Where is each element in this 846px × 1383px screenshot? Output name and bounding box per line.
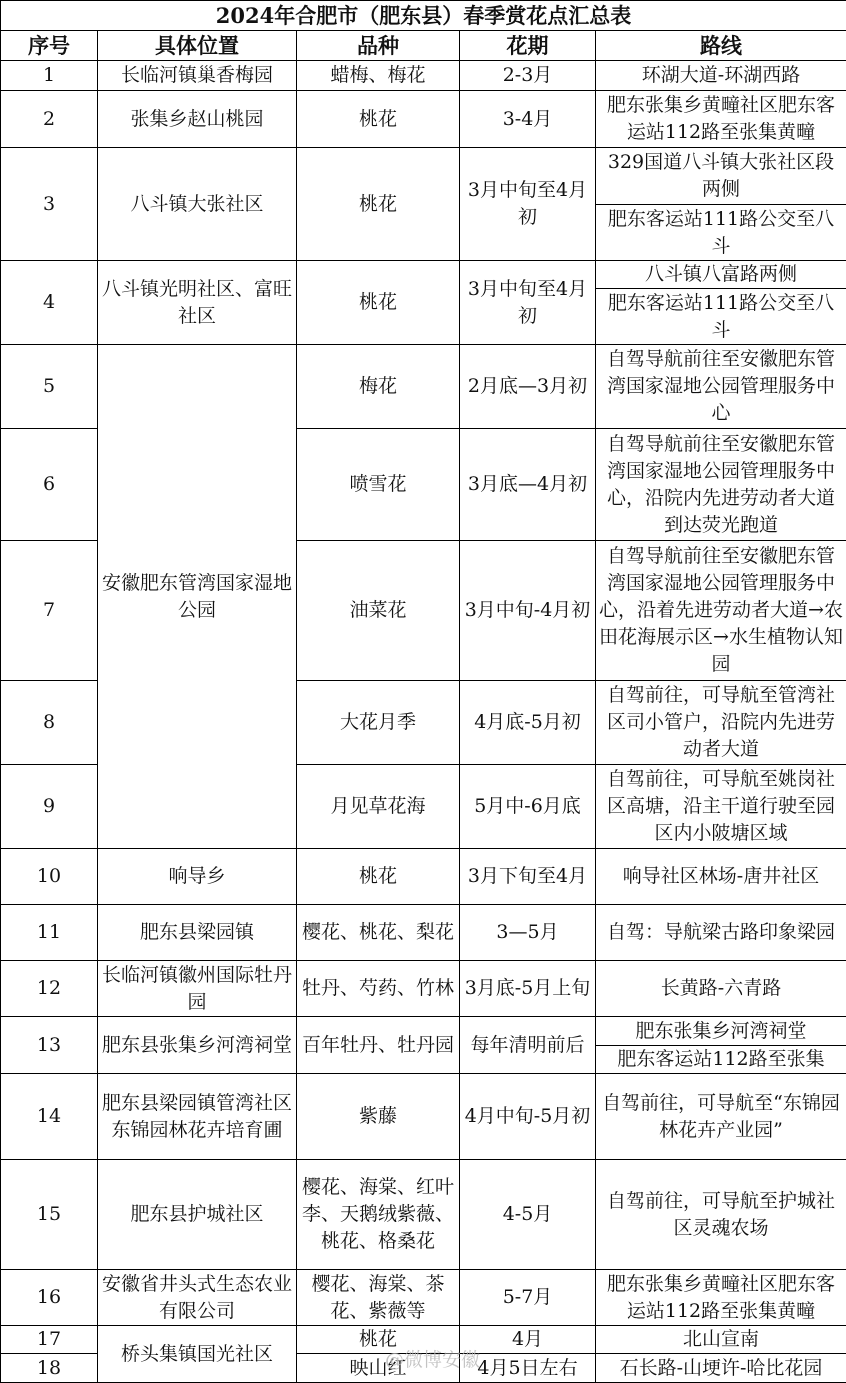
route-cell: 肥东张集乡黄疃社区肥东客运站112路至张集黄疃 <box>596 91 846 148</box>
variety-cell: 桃花 <box>297 849 460 905</box>
route-cell: 环湖大道-环湖西路 <box>596 61 846 91</box>
route-cell: 自驾导航前往至安徽肥东管湾国家湿地公园管理服务中心，沿着先进劳动者大道→农田花海展示区→水生植物认知园 <box>596 541 846 681</box>
variety-cell: 梅花 <box>297 345 460 429</box>
row-number: 8 <box>1 681 98 765</box>
variety-cell: 桃花 <box>297 148 460 261</box>
period-cell: 2月底—3月初 <box>460 345 596 429</box>
route-cell: 自驾前往，可导航至“东锦园林花卉产业园” <box>596 1074 846 1160</box>
row-number: 4 <box>1 261 98 345</box>
location-cell: 长临河镇徽州国际牡丹园 <box>98 961 297 1017</box>
table-row <box>1 905 846 961</box>
variety-cell: 蜡梅、梅花 <box>297 61 460 91</box>
period-cell: 3-4月 <box>460 91 596 148</box>
row-number: 5 <box>1 345 98 429</box>
row-number: 10 <box>1 849 98 905</box>
row-number: 9 <box>1 765 98 849</box>
route-cell: 长黄路-六青路 <box>596 961 846 1017</box>
route-cell: 肥东张集乡黄疃社区肥东客运站112路至张集黄疃 <box>596 1270 846 1326</box>
period-cell: 3月底-5月上旬 <box>460 961 596 1017</box>
variety-cell: 樱花、桃花、梨花 <box>297 905 460 961</box>
period-cell: 4月5日左右 <box>460 1354 596 1383</box>
variety-cell: 百年牡丹、牡丹园 <box>297 1017 460 1074</box>
variety-cell: 桃花 <box>297 91 460 148</box>
header-variety: 品种 <box>297 31 460 61</box>
row-number: 16 <box>1 1270 98 1326</box>
route-cell <box>596 148 846 261</box>
header-route: 路线 <box>596 31 846 61</box>
period-cell: 3月中旬至4月初 <box>460 261 596 345</box>
route-option: 八斗镇八富路两侧 <box>596 261 846 288</box>
location-cell: 肥东县护城社区 <box>98 1160 297 1270</box>
route-option: 肥东客运站111路公交至八斗 <box>596 204 846 260</box>
period-cell: 3月下旬至4月 <box>460 849 596 905</box>
row-number: 13 <box>1 1017 98 1074</box>
route-cell: 石长路-山埂许-哈比花园 <box>596 1354 846 1383</box>
location-cell: 八斗镇大张社区 <box>98 148 297 261</box>
table-row <box>1 61 846 91</box>
header-period: 花期 <box>460 31 596 61</box>
row-number: 7 <box>1 541 98 681</box>
variety-cell: 桃花 <box>297 261 460 345</box>
location-cell: 肥东县梁园镇管湾社区东锦园林花卉培育圃 <box>98 1074 297 1160</box>
table-row <box>1 1326 846 1354</box>
location-cell: 桥头集镇国光社区 <box>98 1326 297 1383</box>
table-row <box>1 148 846 261</box>
row-number: 6 <box>1 429 98 541</box>
route-cell: 自驾前往，可导航至护城社区灵魂农场 <box>596 1160 846 1270</box>
route-cell <box>596 1017 846 1074</box>
route-cell: 自驾：导航梁古路印象梁园 <box>596 905 846 961</box>
route-cell: 北山宣南 <box>596 1326 846 1354</box>
row-number: 11 <box>1 905 98 961</box>
variety-cell: 桃花 <box>297 1326 460 1354</box>
table-row <box>1 1074 846 1160</box>
location-cell: 长临河镇巢香梅园 <box>98 61 297 91</box>
location-cell: 安徽肥东管湾国家湿地公园 <box>98 345 297 849</box>
period-cell: 3—5月 <box>460 905 596 961</box>
row-number: 18 <box>1 1354 98 1383</box>
period-cell: 4月底-5月初 <box>460 681 596 765</box>
location-cell: 肥东县张集乡河湾祠堂 <box>98 1017 297 1074</box>
variety-cell: 牡丹、芍药、竹林 <box>297 961 460 1017</box>
row-number: 15 <box>1 1160 98 1270</box>
table-row <box>1 261 846 345</box>
header-no: 序号 <box>1 31 98 61</box>
variety-cell: 油菜花 <box>297 541 460 681</box>
route-cell: 自驾导航前往至安徽肥东管湾国家湿地公园管理服务中心，沿院内先进劳动者大道到达荧光跑道 <box>596 429 846 541</box>
period-cell: 3月中旬-4月初 <box>460 541 596 681</box>
row-number: 14 <box>1 1074 98 1160</box>
table-row <box>1 961 846 1017</box>
period-cell: 5月中-6月底 <box>460 765 596 849</box>
row-number: 12 <box>1 961 98 1017</box>
header-row <box>1 31 846 61</box>
variety-cell: 映山红 <box>297 1354 460 1383</box>
period-cell: 2-3月 <box>460 61 596 91</box>
table-row <box>1 1017 846 1074</box>
table-row <box>1 91 846 148</box>
variety-cell: 月见草花海 <box>297 765 460 849</box>
route-cell: 响导社区林场-唐井社区 <box>596 849 846 905</box>
row-number: 17 <box>1 1326 98 1354</box>
variety-cell: 紫藤 <box>297 1074 460 1160</box>
location-cell: 张集乡赵山桃园 <box>98 91 297 148</box>
table-row <box>1 1270 846 1326</box>
route-cell <box>596 261 846 345</box>
period-cell: 4月中旬-5月初 <box>460 1074 596 1160</box>
location-cell: 安徽省井头式生态农业有限公司 <box>98 1270 297 1326</box>
table-row <box>1 849 846 905</box>
row-number: 3 <box>1 148 98 261</box>
watermark: @微博安徽 <box>385 1345 480 1372</box>
route-cell: 自驾前往，可导航至管湾社区司小管户，沿院内先进劳动者大道 <box>596 681 846 765</box>
location-cell: 肥东县梁园镇 <box>98 905 297 961</box>
table-row <box>1 345 846 429</box>
header-location: 具体位置 <box>98 31 297 61</box>
route-cell: 自驾导航前往至安徽肥东管湾国家湿地公园管理服务中心 <box>596 345 846 429</box>
route-option: 肥东客运站111路公交至八斗 <box>596 288 846 344</box>
route-cell: 自驾前往，可导航至姚岗社区高塘，沿主干道行驶至园区内小陂塘区域 <box>596 765 846 849</box>
period-cell: 3月底—4月初 <box>460 429 596 541</box>
period-cell: 每年清明前后 <box>460 1017 596 1074</box>
period-cell: 4-5月 <box>460 1160 596 1270</box>
row-number: 1 <box>1 61 98 91</box>
period-cell: 3月中旬至4月初 <box>460 148 596 261</box>
row-number: 2 <box>1 91 98 148</box>
route-option: 肥东张集乡河湾祠堂 <box>596 1017 846 1045</box>
route-option: 329国道八斗镇大张社区段两侧 <box>596 148 846 204</box>
variety-cell: 喷雪花 <box>297 429 460 541</box>
route-option: 肥东客运站112路至张集 <box>596 1045 846 1073</box>
location-cell: 响导乡 <box>98 849 297 905</box>
variety-cell: 大花月季 <box>297 681 460 765</box>
period-cell: 5-7月 <box>460 1270 596 1326</box>
table-row <box>1 1160 846 1270</box>
period-cell: 4月 <box>460 1326 596 1354</box>
variety-cell: 樱花、海棠、红叶李、天鹅绒紫薇、桃花、格桑花 <box>297 1160 460 1270</box>
variety-cell: 樱花、海棠、茶花、紫薇等 <box>297 1270 460 1326</box>
location-cell: 八斗镇光明社区、富旺社区 <box>98 261 297 345</box>
table-title: 2024年合肥市（肥东县）春季赏花点汇总表 <box>1 1 846 31</box>
